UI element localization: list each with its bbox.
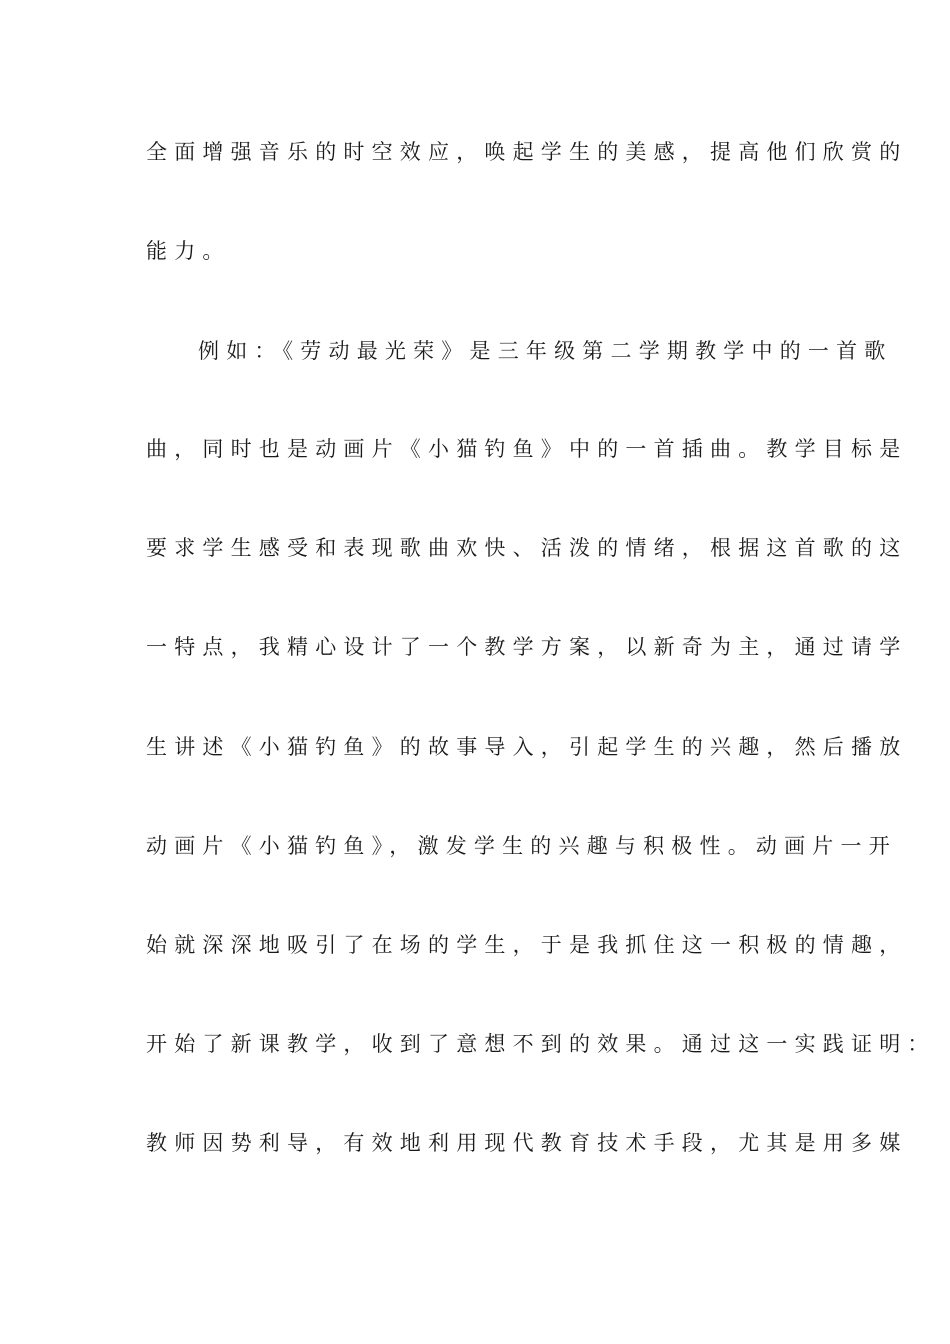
text-line-11: 教师因势利导，有效地利用现代教育技术手段，尤其是用多媒 [146, 1131, 908, 1155]
text-line-5: 要求学生感受和表现歌曲欢快、活泼的情绪，根据这首歌的这 [146, 536, 908, 560]
text-line-8: 动画片《小猫钓鱼》，激发学生的兴趣与积极性。动画片一开 [146, 834, 897, 858]
text-line-7: 生讲述《小猫钓鱼》的故事导入，引起学生的兴趣，然后播放 [146, 735, 908, 759]
text-line-6: 一特点，我精心设计了一个教学方案，以新奇为主，通过请学 [146, 635, 908, 659]
text-line-10: 开始了新课教学，收到了意想不到的效果。通过这一实践证明： [146, 1032, 936, 1056]
text-line-4: 曲，同时也是动画片《小猫钓鱼》中的一首插曲。教学目标是 [146, 437, 908, 461]
text-line-2: 能力。 [146, 239, 231, 263]
text-line-9: 始就深深地吸引了在场的学生，于是我抓住这一积极的情趣， [146, 933, 908, 957]
text-line-1: 全面增强音乐的时空效应，唤起学生的美感，提高他们欣赏的 [146, 140, 908, 164]
paragraph-start-line: 例如：《劳动最光荣》是三年级第二学期教学中的一首歌 [198, 339, 893, 363]
